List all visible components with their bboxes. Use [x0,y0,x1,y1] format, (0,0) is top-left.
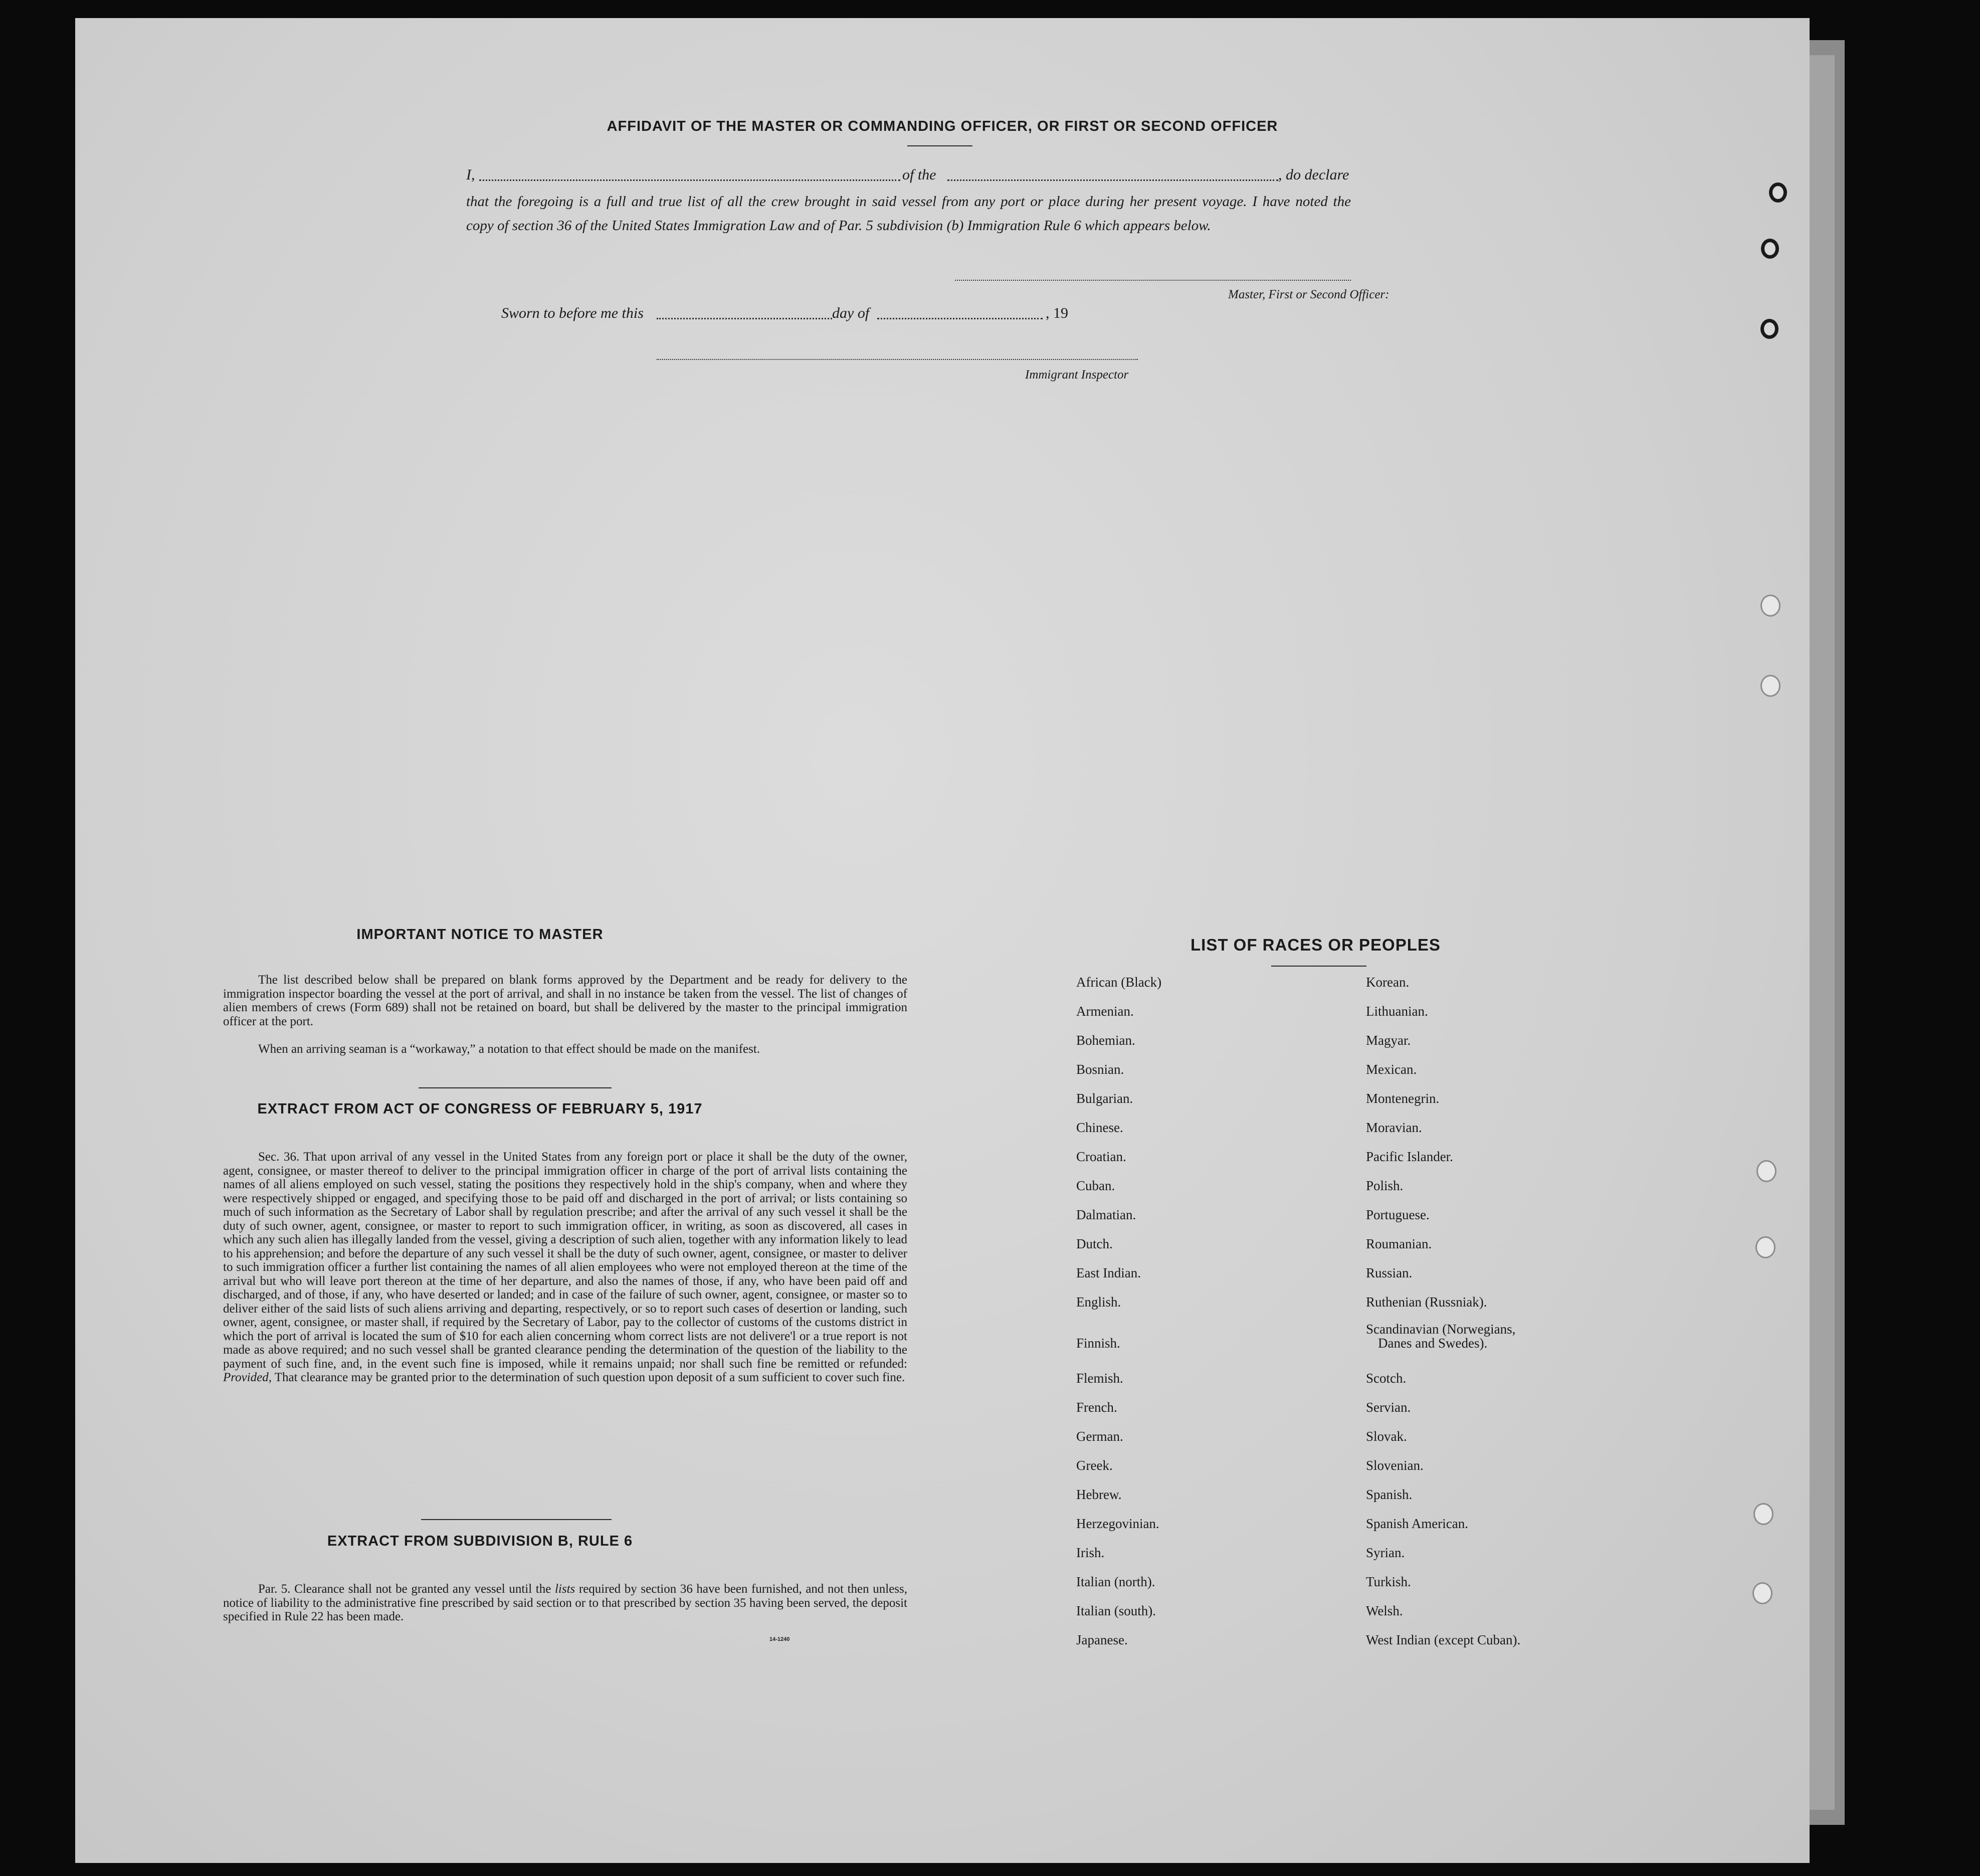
race-item: Chinese. [1076,1120,1123,1135]
race-item: Finnish. [1076,1336,1120,1351]
punch-hole [1752,1582,1772,1604]
punch-hole [1753,1503,1773,1525]
race-item: Cuban. [1076,1178,1115,1193]
race-item: Croatian. [1076,1149,1126,1164]
form-number: 14-1240 [769,1636,790,1642]
race-item: Polish. [1366,1178,1404,1193]
race-item: Flemish. [1076,1371,1123,1386]
affidavit-declare-label: , do declare [1278,166,1349,183]
race-item: East Indian. [1076,1265,1141,1280]
notice-paragraph-2: When an arriving seaman is a “workaway,” a notation to that effect should be made on the manifest. [258,1042,760,1056]
races-title-underline [1271,966,1366,967]
officer-signature-line[interactable] [955,280,1351,281]
race-item: Magyar. [1366,1033,1411,1048]
extract-rule-text [223,1582,907,1624]
race-item: Greek. [1076,1458,1113,1473]
extract-act-body: That upon arrival of any vessel in the United States from any foreign port or place it shall be the duty of the owner, agent, consignee, or master thereof to deliver to the principal immigration officer in charge of the port of arrival lists containing the names of all aliens employed on such vessel, stating the positions they respectively hold in the ship's company, when and where they were respectively shipped or engaged, and specifying those to be paid off and discharged in the port of arrival; or lists containing so much of such information as the Secretary of Labor shall by regulation prescribe; and after the arrival of any such vessel it shall be the duty of such owner, agent, consignee, or master to report to such immigration officer, in writing, as soon as discovered, all cases in which any such alien has illegally landed from the vessel, giving a description of such alien, together with any information likely to lead to his apprehension; and before the departure of any such vessel it shall be the duty of such owner, agent, consignee, or master to deliver to such immigration officer a further list containing the names of all alien employees who were not employed thereon at the time of the arrival but who will leave port thereon at the time of her departure, and also the names of those, if any, who have been paid off and discharged, and of those, if any, who have deserted or landed; and in case of the failure of such owner, agent, consignee, or master so to deliver either of the said lists of such aliens arriving and departing, respectively, or so to report such cases of desertion or landing, such owner, agent, consignee, or master shall, if required by the Secretary of Labor, pay to the collector of customs of the customs district in which the port of arrival is located the sum of $10 for each alien concerning whom correct lists are not delivere'l or a true report is not made as above required; and no such vessel shall be granted clearance pending the determination of the question of the liability to the payment of such fine, and, in the event such fine is imposed, while it remains unpaid; nor shall such fine be remitted or refunded: [223,1150,907,1371]
race-item: English. [1076,1294,1121,1309]
year-label: , 19 [1046,305,1068,321]
inspector-caption: Immigrant Inspector [1025,368,1129,382]
race-item: Bohemian. [1076,1033,1135,1048]
race-item: Bosnian. [1076,1062,1124,1077]
provided-word: Provided, [223,1371,272,1384]
race-item: French. [1076,1400,1117,1415]
race-item: Russian. [1366,1265,1413,1280]
title-underline [907,145,972,146]
race-item: Mexican. [1366,1062,1417,1077]
inspector-signature-line[interactable] [657,359,1138,360]
extract-rule-body-end: required by section 36 have been furnished, and not then unless, notice of liability to the administrative fine prescribed by said section or to that prescribed by section 35 having been served, the deposit specified in Rule 22 has been made. [223,1582,908,1623]
race-item: Armenian. [1076,1004,1134,1019]
race-item: Scotch. [1366,1371,1407,1386]
race-item: Korean. [1366,975,1410,990]
punch-hole [1756,1160,1776,1182]
extract-rule-body: Par. 5. Clearance shall not be granted any vessel until the [258,1582,551,1596]
affidavit-statement-line2: copy of section 36 of the United States Immigration Law and of Par. 5 subdivision (b) Immigration Rule 6 which appears below. [466,218,1211,234]
race-item: Dutch. [1076,1236,1113,1251]
race-item: Slovenian. [1366,1458,1424,1473]
race-item: German. [1076,1429,1123,1444]
affidavit-statement-line1: that the foregoing is a full and true list of all the crew brought in said vessel from any port or place during her present voyage. I have noted the [466,194,1351,210]
affidavit-i-label: I, [466,166,475,183]
race-item: Italian (north). [1076,1574,1155,1589]
sworn-day-blank[interactable] [657,318,832,319]
extract-act-text [223,1150,907,1385]
sworn-month-blank[interactable] [877,318,1043,319]
race-item: Bulgarian. [1076,1091,1133,1106]
extract-act-title: EXTRACT FROM ACT OF CONGRESS OF FEBRUARY 5, 1917 [257,1101,703,1117]
race-item: Italian (south). [1076,1603,1156,1618]
vessel-blank[interactable] [947,179,1278,181]
race-item: African (Black) [1076,975,1162,990]
race-item: Lithuanian. [1366,1004,1428,1019]
punch-hole [1755,1236,1775,1258]
race-item: Montenegrin. [1366,1091,1440,1106]
notice-title: IMPORTANT NOTICE TO MASTER [356,926,604,943]
race-item: Scandinavian (Norwegians, [1366,1322,1516,1337]
race-item: Roumanian. [1366,1236,1432,1251]
punch-hole [1760,319,1778,339]
race-item: Irish. [1076,1545,1105,1560]
race-item: Herzegovinian. [1076,1516,1159,1531]
extract-act-body-end: That clearance may be granted prior to the determination of such question upon deposit of a sum sufficient to cover such fine. [274,1371,905,1384]
lists-word: lists [554,1582,575,1596]
form-page [75,18,1810,1863]
race-item: Portuguese. [1366,1207,1430,1222]
name-blank[interactable] [479,179,900,181]
race-item: Syrian. [1366,1545,1405,1560]
races-title: LIST OF RACES OR PEOPLES [1191,935,1441,954]
day-of-label: day of [832,305,870,321]
race-item: Servian. [1366,1400,1411,1415]
race-item: Spanish American. [1366,1516,1468,1531]
officer-caption: Master, First or Second Officer: [1228,288,1390,301]
race-item: Slovak. [1366,1429,1407,1444]
notice-paragraph-1: The list described below shall be prepared on blank forms approved by the Department and be ready for delivery to the immigration inspector boarding the vessel at the port of arrival, and shall in no instance be taken from the vessel. The list of changes of alien members of crews (Form 689) shall not be retained on board, but shall be delivered by the master to the principal immigration officer at the port. [223,973,907,1028]
punch-hole [1760,595,1780,617]
race-item: Japanese. [1076,1632,1128,1647]
race-item: Spanish. [1366,1487,1413,1502]
separator-2 [421,1519,612,1520]
race-item: West Indian (except Cuban). [1366,1632,1521,1647]
race-item: Pacific Islander. [1366,1149,1453,1164]
race-item: Ruthenian (Russniak). [1366,1294,1487,1309]
section-label: Sec. 36. [258,1150,300,1164]
race-item: Dalmatian. [1076,1207,1136,1222]
separator-1 [419,1087,612,1088]
race-item: Welsh. [1366,1603,1403,1618]
affidavit-of-the-label: of the [902,166,936,183]
punch-hole [1769,182,1787,203]
affidavit-title: AFFIDAVIT OF THE MASTER OR COMMANDING OFFICER, OR FIRST OR SECOND OFFICER [607,118,1278,134]
race-item: Turkish. [1366,1574,1411,1589]
punch-hole [1761,239,1779,259]
race-item: Danes and Swedes). [1378,1336,1488,1351]
race-item: Moravian. [1366,1120,1422,1135]
sworn-label: Sworn to before me this [501,305,644,321]
extract-rule-title: EXTRACT FROM SUBDIVISION B, RULE 6 [327,1533,633,1549]
race-item: Hebrew. [1076,1487,1122,1502]
punch-hole [1760,675,1780,697]
